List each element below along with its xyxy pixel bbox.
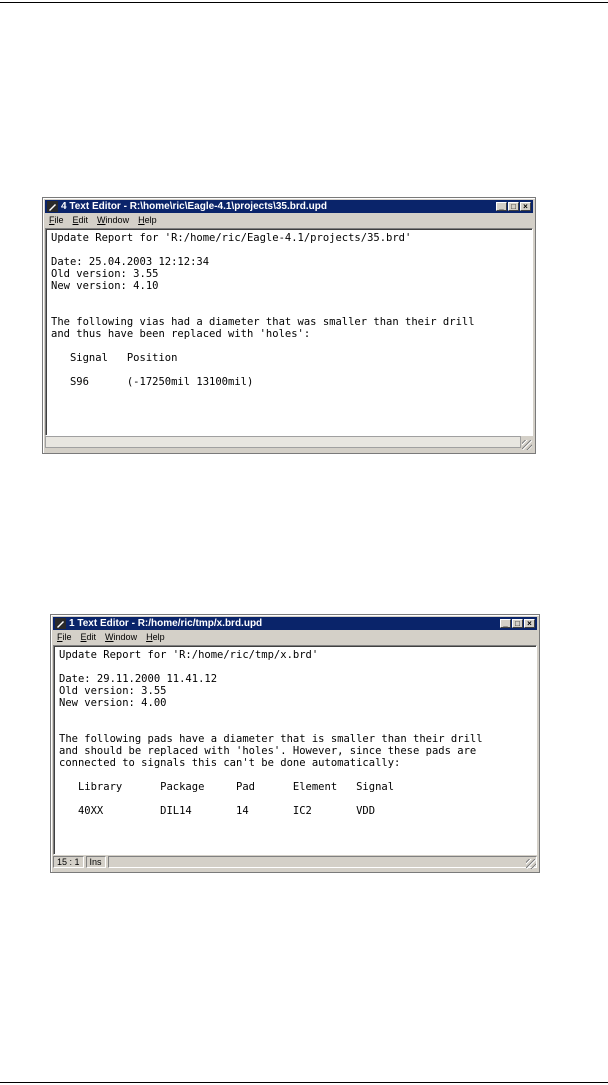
- horizontal-scrollbar[interactable]: [45, 436, 521, 448]
- pencil-icon: [55, 618, 66, 629]
- menu-file[interactable]: File: [49, 215, 64, 225]
- menu-window[interactable]: Window: [105, 632, 138, 642]
- status-bar: [53, 856, 537, 868]
- menu-help[interactable]: Help: [138, 215, 157, 225]
- minimize-icon[interactable]: _: [496, 202, 507, 211]
- text-editor-area[interactable]: [45, 228, 533, 436]
- resize-grip-icon[interactable]: [522, 440, 532, 450]
- text-editor-area[interactable]: [53, 645, 537, 855]
- menu-edit[interactable]: Edit: [80, 632, 97, 642]
- status-message: [108, 856, 537, 868]
- menu-edit[interactable]: Edit: [72, 215, 89, 225]
- insert-mode: Ins: [86, 856, 106, 868]
- close-icon[interactable]: ×: [520, 202, 531, 211]
- menu-help[interactable]: Help: [146, 632, 165, 642]
- minimize-icon[interactable]: _: [500, 619, 511, 628]
- cursor-position: 15 : 1: [53, 856, 84, 868]
- title-bar[interactable]: [45, 200, 533, 213]
- menu-bar: [45, 214, 533, 227]
- window-title: 4 Text Editor - R:\home\ric\Eagle-4.1\projects\35.brd.upd: [61, 201, 327, 212]
- text-editor-window-2: [50, 614, 540, 873]
- menu-bar: [53, 631, 537, 644]
- top-rule: [0, 2, 608, 3]
- text-editor-window-1: [42, 197, 536, 454]
- menu-window[interactable]: Window: [97, 215, 130, 225]
- bottom-rule: [0, 1082, 608, 1083]
- resize-grip-icon[interactable]: [526, 859, 536, 869]
- pencil-icon: [47, 201, 58, 212]
- menu-file[interactable]: File: [57, 632, 72, 642]
- window-title: 1 Text Editor - R:/home/ric/tmp/x.brd.upd: [69, 618, 263, 629]
- report-text[interactable]: Update Report for 'R:/home/ric/tmp/x.brd' Date: 29.11.2000 11.41.12 Old version: 3.55 New version: 4.00 The following pads have a diameter that is smaller than their drill and should be replaced with 'holes'. However, since these pads are connected to signals this can't be done automatically: Library Package Pad Element Signal 40XX DIL14 14 IC2 VDD: [59, 649, 483, 817]
- title-bar[interactable]: [53, 617, 537, 630]
- report-text[interactable]: Update Report for 'R:/home/ric/Eagle-4.1/projects/35.brd' Date: 25.04.2003 12:12:34 Old version: 3.55 New version: 4.10 The following vias had a diameter that was smaller than their drill and thus have been replaced with 'holes': Signal Position S96 (-17250mil 13100mil): [51, 232, 475, 388]
- close-icon[interactable]: ×: [524, 619, 535, 628]
- maximize-icon[interactable]: □: [512, 619, 523, 628]
- maximize-icon[interactable]: □: [508, 202, 519, 211]
